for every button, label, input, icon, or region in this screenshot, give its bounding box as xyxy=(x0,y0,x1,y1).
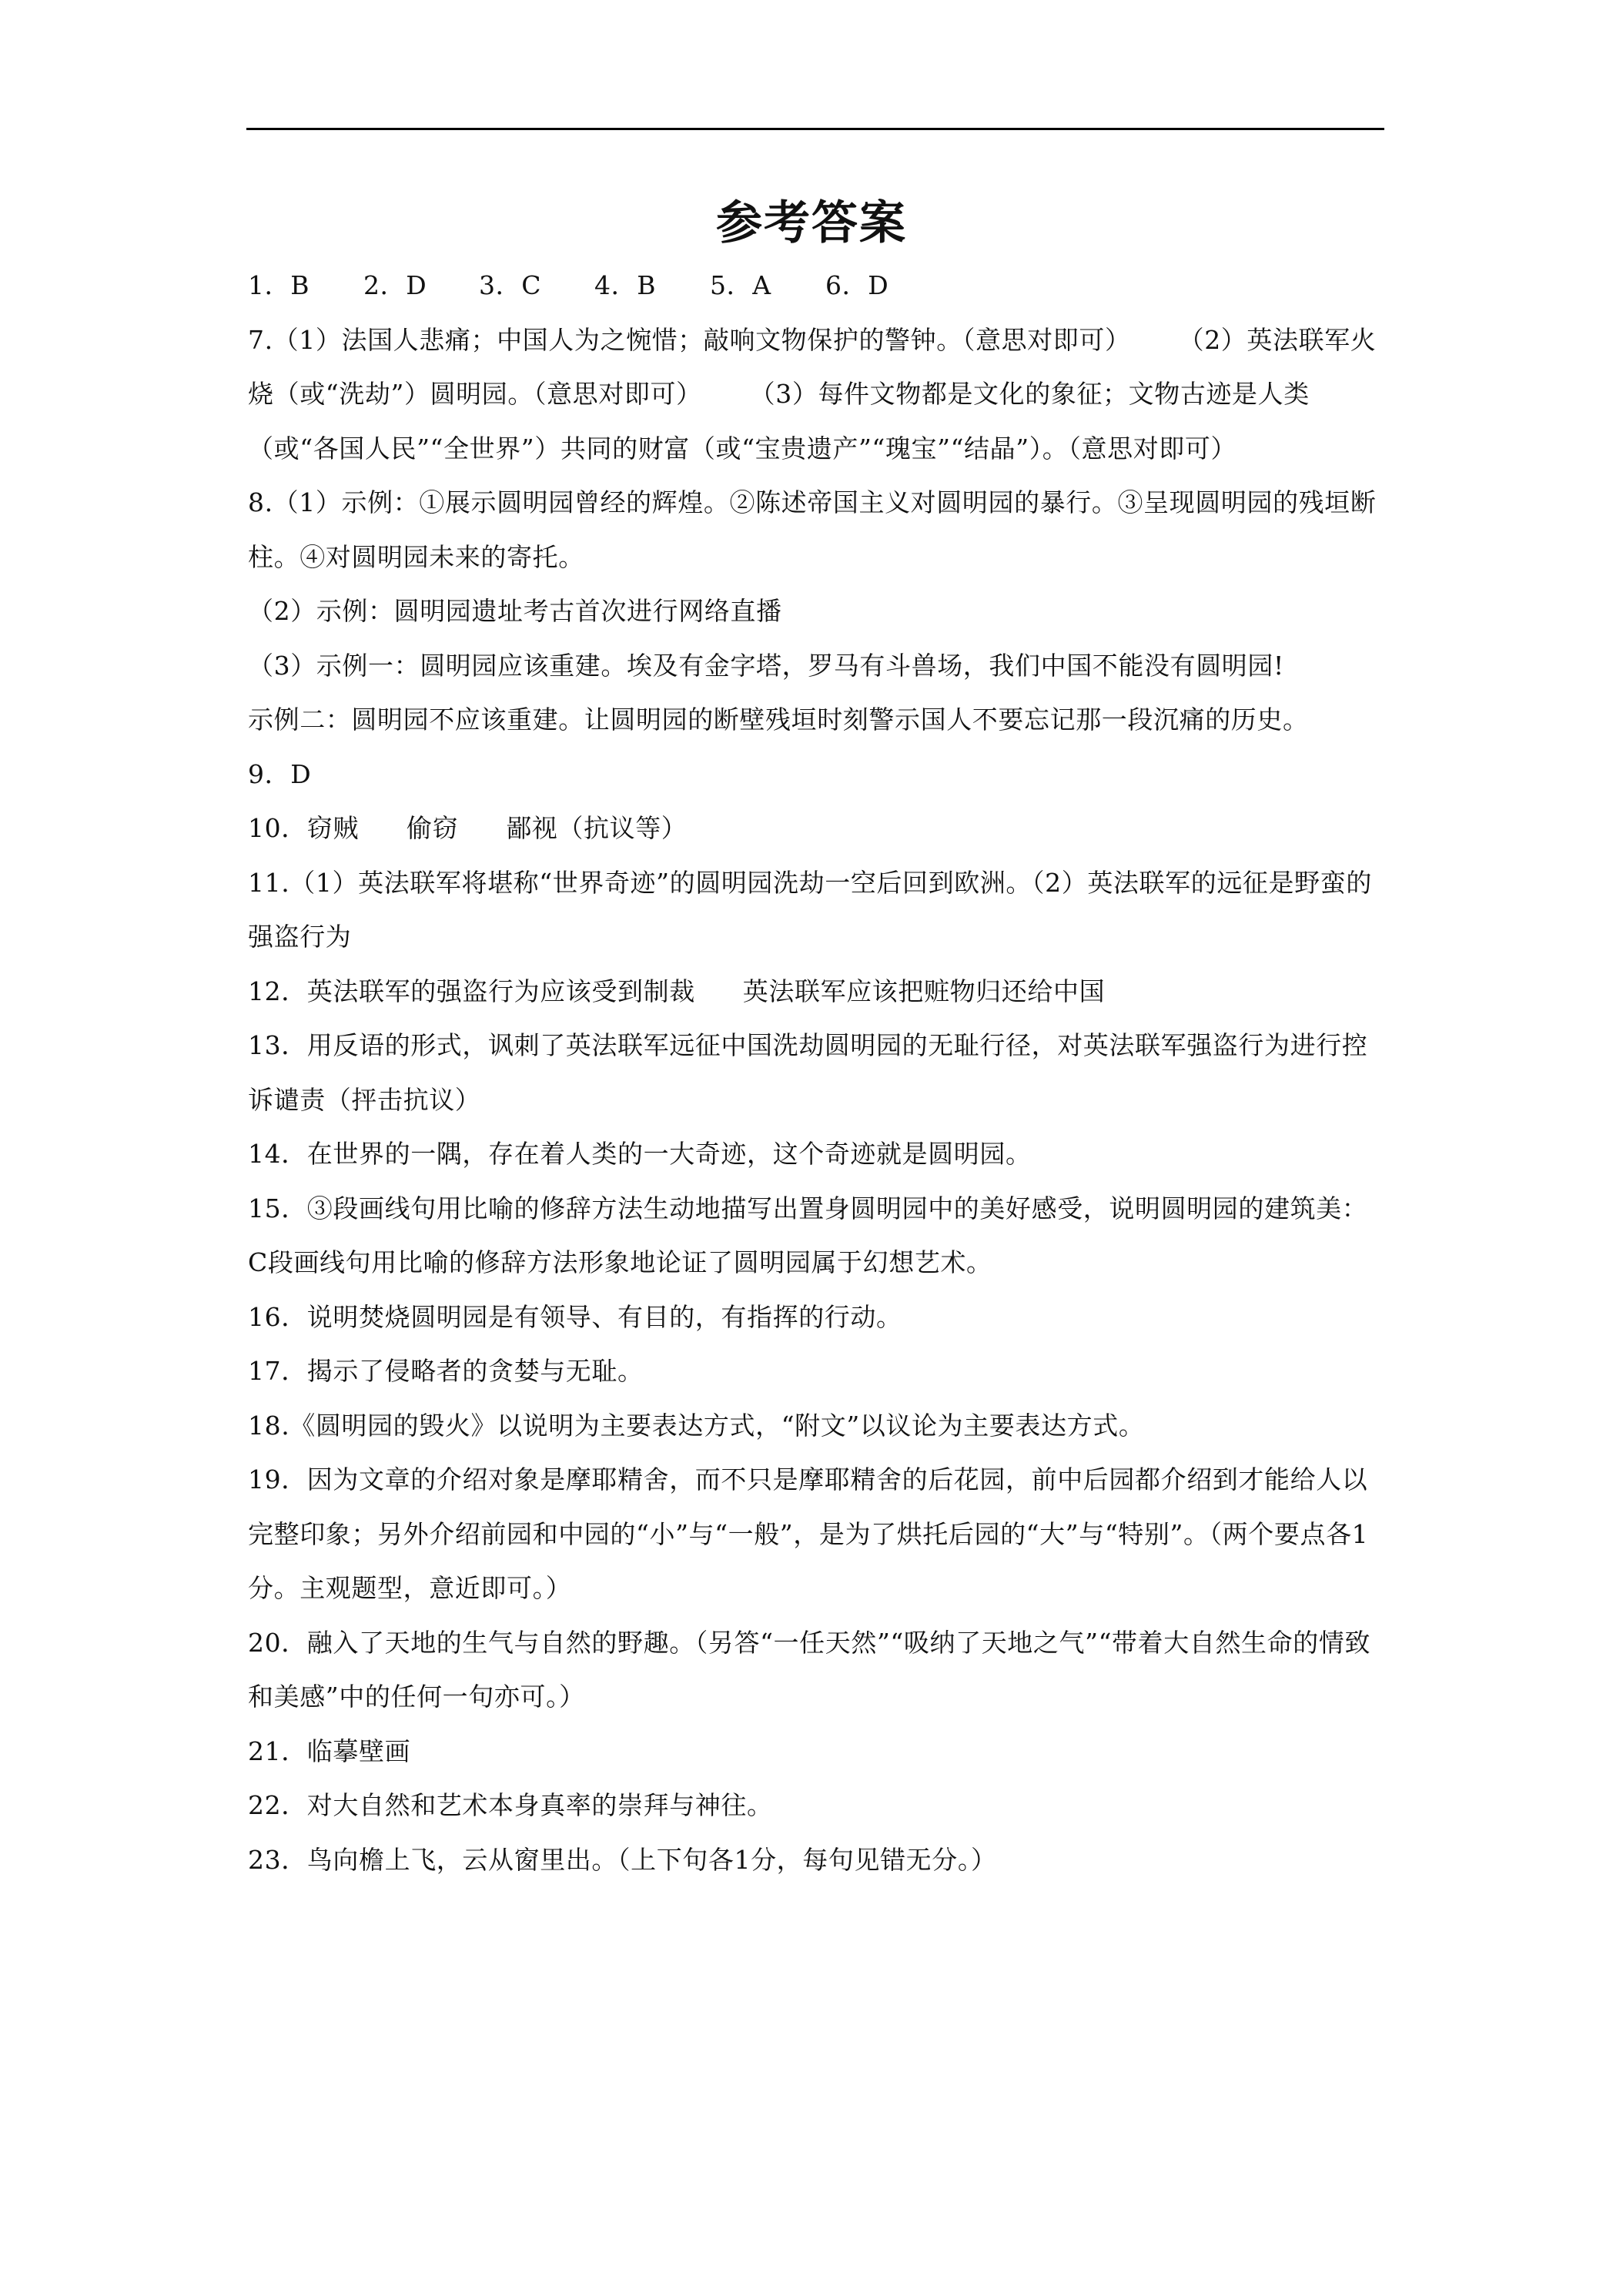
answer-22: 22．对大自然和艺术本身真率的崇拜与神往。 xyxy=(248,1790,773,1820)
answer-15: 15．③段画线句用比喻的修辞方法生动地描写出置身圆明园中的美好感受，说明圆明园的建筑美：C段画线句用比喻的修辞方法形象地论证了圆明园属于幻想艺术。 xyxy=(248,1193,1368,1277)
answer-8-part-1: 8.（1）示例：①展示圆明园曾经的辉煌。②陈述帝国主义对圆明园的暴行。③呈现圆明园的残垣断柱。④对圆明园未来的寄托。 xyxy=(248,487,1377,572)
mc-answer-6: 6．D xyxy=(825,270,889,300)
answer-23: 23．鸟向檐上飞，云从窗里出。（上下句各1分，每句见错无分。） xyxy=(248,1844,997,1875)
answer-11: 11.（1）英法联军将堪称“世界奇迹”的圆明园洗劫一空后回到欧洲。（2）英法联军的远征是野蛮的强盗行为 xyxy=(248,867,1372,952)
answer-14: 14．在世界的一隅，存在着人类的一大奇迹，这个奇迹就是圆明园。 xyxy=(248,1139,1032,1169)
header-rule xyxy=(246,128,1384,130)
answer-9: 9．D xyxy=(248,758,312,789)
answer-19: 19．因为文章的介绍对象是摩耶精舍，而不只是摩耶精舍的后花园，前中后园都介绍到才能给人以完整印象；另外介绍前园和中园的“小”与“一般”，是为了烘托后园的“大”与“特别”。（两个要点各1分。主观题型，意近即可。） xyxy=(248,1464,1369,1603)
mc-answer-2: 2．D xyxy=(363,270,427,300)
answer-7 xyxy=(248,313,1386,477)
answer-8-part-2: （2）示例：圆明园遗址考古首次进行网络直播 xyxy=(248,596,782,626)
mc-answer-4: 4．B xyxy=(594,270,657,300)
answer-12 xyxy=(248,965,1386,1019)
answer-10-item-2: 偷窃 xyxy=(407,813,459,843)
answer-12-item-2: 英法联军应该把赃物归还给中国 xyxy=(742,976,1106,1006)
answer-21: 21．临摹壁画 xyxy=(248,1735,411,1766)
mc-answer-5: 5．A xyxy=(710,270,771,300)
answer-12-item-1: 12．英法联军的强盗行为应该受到制裁 xyxy=(248,976,695,1006)
answer-8-part-3: （3）示例一：圆明园应该重建。埃及有金字塔，罗马有斗兽场，我们中国不能没有圆明园! xyxy=(248,650,1284,681)
answer-list xyxy=(248,259,1386,1887)
answer-10-item-1: 10．窃贼 xyxy=(248,813,359,843)
answer-7-part-1: 7.（1）法国人悲痛；中国人为之惋惜；敲响文物保护的警钟。（意思对即可） xyxy=(248,324,1131,355)
mc-answer-3: 3．C xyxy=(479,270,542,300)
page-title: 参考答案 xyxy=(716,196,907,250)
answer-7-part-2: （2）英法联军火烧（或“洗劫”）圆明园。（意思对即可） xyxy=(248,324,1377,409)
answer-10-item-3: 鄙视（抗议等） xyxy=(506,813,688,843)
answer-7-part-3: （3）每件文物都是文化的象征；文物古迹是人类（或“各国人民”“全世界”）共同的财富（或“宝贵遗产”“瑰宝”“结晶”）。（意思对即可） xyxy=(248,379,1310,464)
answer-17: 17．揭示了侵略者的贪婪与无耻。 xyxy=(248,1356,644,1386)
answer-10 xyxy=(248,802,1386,856)
answer-8-part-4: 示例二：圆明园不应该重建。让圆明园的断壁残垣时刻警示国人不要忘记那一段沉痛的历史。 xyxy=(248,705,1309,735)
multiple-choice-answers xyxy=(248,259,1386,313)
mc-answer-1: 1．B xyxy=(248,270,310,300)
answer-18: 18.《圆明园的毁火》以说明为主要表达方式，“附文”以议论为主要表达方式。 xyxy=(248,1410,1145,1441)
answer-13: 13．用反语的形式，讽刺了英法联军远征中国洗劫圆明园的无耻行径，对英法联军强盗行为进行控诉谴责（抨击抗议） xyxy=(248,1030,1368,1115)
answer-20: 20．融入了天地的生气与自然的野趣。（另答“一任天然”“吸纳了天地之气”“带着大自然生命的情致和美感”中的任何一句亦可。） xyxy=(248,1627,1371,1712)
answer-16: 16．说明焚烧圆明园是有领导、有目的，有指挥的行动。 xyxy=(248,1301,902,1332)
